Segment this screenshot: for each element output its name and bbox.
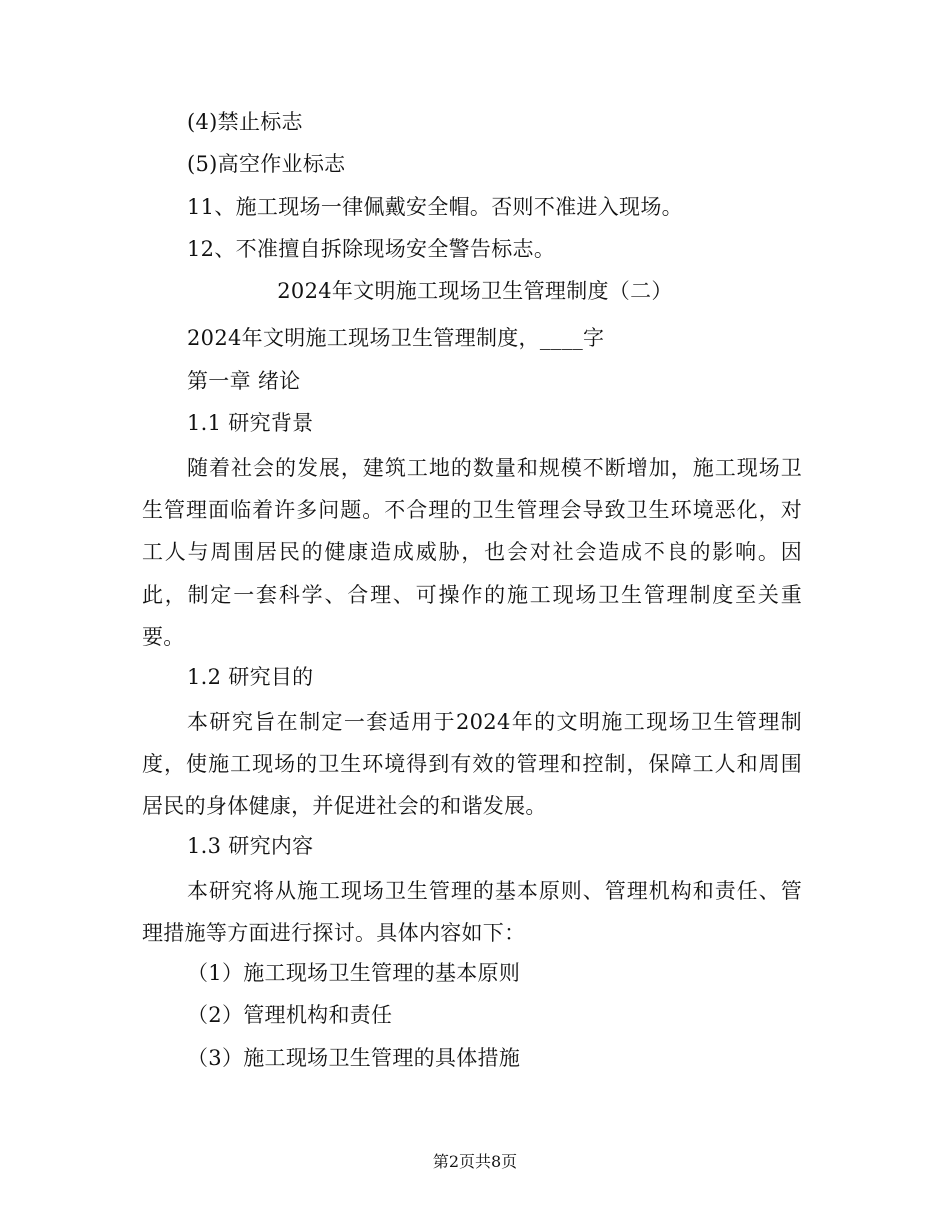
- content-item-3: （3）施工现场卫生管理的具体措施: [187, 1046, 521, 1070]
- section-heading-1-1: 1.1 研究背景: [187, 411, 314, 435]
- list-item-high-altitude-sign: (5)高空作业标志: [187, 152, 346, 176]
- rule-11: 11、施工现场一律佩戴安全帽。否则不准进入现场。: [187, 195, 683, 219]
- subtitle-word-count: 2024年文明施工现场卫生管理制度，____字: [187, 326, 605, 350]
- content-item-1: （1）施工现场卫生管理的基本原则: [187, 961, 521, 985]
- rule-12: 12、不准擅自拆除现场安全警告标志。: [187, 237, 556, 261]
- paragraph-background: 随着社会的发展，建筑工地的数量和规模不断增加，施工现场卫生管理面临着许多问题。不合理的卫生管理会导致卫生环境恶化，对工人与周围居民的健康造成威胁，也会对社会造成不良的影响。因此，制定一套科学、合理、可操作的施工现场卫生管理制度至关重要。: [142, 456, 802, 649]
- paragraph-purpose: 本研究旨在制定一套适用于2024年的文明施工现场卫生管理制度，使施工现场的卫生环境得到有效的管理和控制，保障工人和周围居民的身体健康，并促进社会的和谐发展。: [142, 710, 802, 819]
- chapter-heading: 第一章 绪论: [187, 369, 301, 393]
- content-item-2: （2）管理机构和责任: [187, 1003, 393, 1027]
- section-title: 2024年文明施工现场卫生管理制度（二）: [277, 279, 673, 303]
- page-number-footer: 第2页共8页: [432, 1152, 518, 1171]
- list-item-prohibition-sign: (4)禁止标志: [187, 110, 303, 134]
- section-heading-1-2: 1.2 研究目的: [187, 665, 314, 689]
- section-heading-1-3: 1.3 研究内容: [187, 834, 314, 858]
- paragraph-content: 本研究将从施工现场卫生管理的基本原则、管理机构和责任、管理措施等方面进行探讨。具体内容如下：: [142, 879, 802, 946]
